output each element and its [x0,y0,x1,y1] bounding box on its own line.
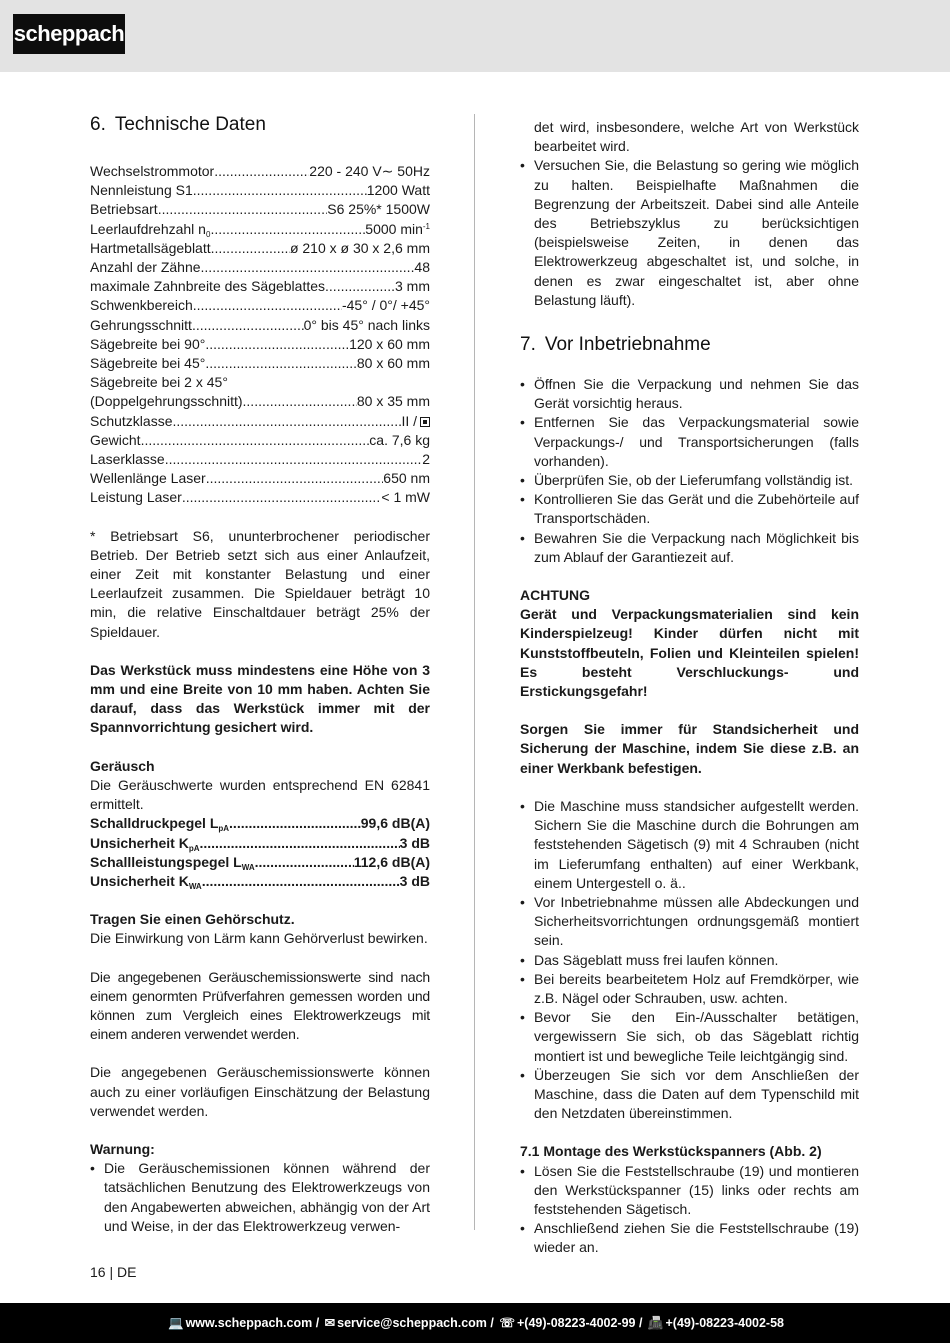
leader-dots [141,431,370,450]
leader-dots [210,220,365,239]
spec-label: Sägebreite bei 45° [90,355,206,372]
spec-label: Leistung Laser [90,489,182,506]
spec-value: 2 [422,451,430,468]
list-item: • Das Sägeblatt muss frei laufen können. [520,951,859,970]
page-number: 16 | DE [90,1264,137,1280]
spec-value: 3 dB [399,834,430,851]
leader-dots [202,872,400,891]
spec-label: Wellenlänge Laser [90,470,206,487]
achtung-heading: ACHTUNG [520,587,590,604]
spec-value: 220 - 240 V∼ 50Hz [309,163,430,179]
spec-label: Leerlaufdrehzahl $n_0$ [90,220,211,239]
noise-heading: Geräusch [90,757,155,774]
spec-row [90,162,430,181]
noise-table [90,814,430,891]
spec-value: 650 nm [383,470,430,487]
spec-row [90,181,430,200]
spec-label: Gewicht [90,431,141,448]
spec-label: Hartmetallsägeblatt [90,239,211,256]
emission-paragraph-1: Die angegebenen Geräuschemissionswerte sind nach einem genormten Prüfverfahren gemessen worden und können zum Vergleich eines Elektrowerkzeugs mit einem anderen verwendet werden. [90,968,430,1043]
spec-row [90,853,430,872]
list-item: • Bevor Sie den Ein-/Ausschalter betätigen, vergewissern Sie sich, ob das Sägeblatt richtig montiert ist und bewegliche Teile leichtgängig sind. [520,1008,859,1066]
section-number: 6. [90,114,106,135]
leader-dots [172,412,401,431]
spec-value: 1200 Watt [366,182,430,199]
page-header [0,0,950,72]
preparation-list [520,797,859,1123]
leader-dots [211,239,290,258]
section-number: 7. [520,334,536,356]
leader-dots [193,296,342,315]
scheppach-logo: scheppach [13,14,125,54]
spec-row [90,335,430,354]
spec-value: 0° bis 45° nach links [303,316,430,333]
page-footer [0,1303,950,1343]
spec-label: Schalldruckpegel $L_{pA}$ [90,815,230,834]
spec-row [90,220,430,239]
footer-fax: +(49)-08223-4002-58 [665,1316,784,1330]
left-column [90,112,430,1236]
footnote-s6: * Betriebsart S6, ununterbrochener periodischer Betrieb. Der Betrieb setzt sich aus einer Anlaufzeit, einer Zeit mit konstanter Belastung und einer Leerlaufzeit zusammen. Die Spieldauer beträgt 10 min, die relative Einschaltdauer beträgt 25% der Spieldauer. [90,527,430,640]
fax-icon: 📠 [647,1316,664,1330]
list-item: • Lösen Sie die Feststellschraube (19) und montieren den Werkstückspanner (15) links oder rechts am feststehenden Sägetisch. [520,1162,859,1220]
list-item: • Bei bereits bearbeitetem Holz auf Fremdkörper, wie z.B. Nägel oder Schrauben, usw. achten. [520,970,859,1008]
hearing-protection-text: Die Einwirkung von Lärm kann Gehörverlust bewirken. [90,930,428,947]
leader-dots [205,335,349,354]
continued-text: det wird, insbesondere, welche Art von Werkstück bearbeitet wird. [534,119,859,155]
spec-label: Betriebsart [90,201,158,218]
spec-value: S6 25%* 1500W [327,201,430,218]
spec-value: 80 x 35 mm [356,393,430,410]
spec-row [90,450,430,469]
warning-bullet: • Die Geräuschemissionen können während der tatsächlichen Benutzung des Elektrowerkzeugs von den Angabewerten abweichen, abhängig von der Art und Weise, in der das Elektrowerkzeug verwen- [90,1159,430,1236]
spec-row [90,200,430,219]
mail-icon: ✉ [324,1316,336,1330]
leader-dots [199,834,399,853]
continued-bullet: • Versuchen Sie, die Belastung so gering wie möglich zu halten. Beispielhafte Maßnahmen die Begrenzung der Arbeitszeit. Dabei sind alle Anteile des Betriebszyklus zu berücksichtigen (beispielsweise Zeiten, in denen das Elektrowerkzeug abgeschaltet ist, und solche, in denen es zwar eingeschaltet ist, aber ohne Belastung läuft). [520,156,859,310]
list-item: • Überprüfen Sie, ob der Lieferumfang vollständig ist. [520,471,859,490]
spec-label: Anzahl der Zähne [90,259,201,276]
spec-row [90,316,430,335]
warning-list [90,1159,430,1236]
column-divider [474,114,475,1230]
list-item: • Entfernen Sie das Verpackungsmaterial sowie Verpackungs-/ und Transportsicherungen (falls vorhanden). [520,413,859,471]
subsection-heading-7-1: 7.1 Montage des Werkstückspanners (Abb. 2) [520,1143,822,1160]
list-item: • Öffnen Sie die Verpackung und nehmen Sie das Gerät vorsichtig heraus. [520,375,859,413]
leader-dots [255,853,354,872]
stability-note: Sorgen Sie immer für Standsicherheit und Sicherung der Maschine, indem Sie diese z.B. an einer Werkbank befestigen. [520,721,859,776]
spec-label: Schutzklasse [90,412,173,429]
list-item: • Überzeugen Sie sich vor dem Anschließen der Maschine, dass die Daten auf dem Typenschild mit den Netzdaten übereinstimmen. [520,1066,859,1124]
spec-label: Unsicherheit $K_{WA}$ [90,872,202,891]
spec-label: Nennleistung S1 [90,182,193,199]
protection-class-icon [420,417,430,427]
leader-dots [206,469,384,488]
list-item: • Anschließend ziehen Sie die Feststellschraube (19) wieder an. [520,1219,859,1257]
spec-row [90,296,430,315]
right-column [520,118,859,1258]
leader-dots [165,450,423,469]
spec-label: Schwenkbereich [90,297,193,314]
spec-value: II / [401,412,430,431]
leader-dots [192,316,304,335]
leader-dots [193,181,367,200]
section-heading-vor-inbetriebnahme [520,332,859,358]
leader-dots [325,277,395,296]
spec-label: (Doppelgehrungsschnitt) [90,393,243,410]
phone-icon: ☏ [499,1316,515,1330]
warning-heading: Warnung: [90,1140,155,1157]
spec-value: -45° / 0°/ +45° [341,297,430,314]
spec-row [90,392,430,411]
spec-value: 5000 $\min^{-1}$ [365,220,430,237]
spec-value: 48 [414,259,430,276]
spec-row [90,258,430,277]
spec-label: Laserklasse [90,451,165,468]
list-item: • Vor Inbetriebnahme müssen alle Abdeckungen und Sicherheitsvorrichtungen ordnungsgemäß montiert sein. [520,893,859,951]
leader-dots [205,354,357,373]
spec-value: 112,6 dB(A) [353,853,430,870]
spec-value: < 1 mW [381,489,430,506]
spec-row [90,872,430,891]
spec-row [90,277,430,296]
spec-value: 3 mm [395,278,430,295]
leader-dots [229,814,361,833]
list-item: • Die Maschine muss standsicher aufgestellt werden. Sichern Sie die Maschine durch die Bohrungen am feststehenden Sägetisch (9) mit 4 Schrauben (nicht im Lieferumfang enthalten) auf einer Werkbank, einem Untergestell o. ä.. [520,797,859,893]
spec-value: ø 210 x ø 30 x 2,6 mm [289,239,430,256]
spec-label-multiline: Sägebreite bei 2 x 45° [90,374,228,391]
spec-row [90,431,430,450]
leader-dots [182,488,382,507]
spec-row [90,834,430,853]
spec-value: ca. 7,6 kg [369,431,430,448]
spec-value: 99,6 dB(A) [360,815,430,832]
list-item: • Bewahren Sie die Verpackung nach Möglichkeit bis zum Ablauf der Garantiezeit auf. [520,529,859,567]
footer-web: www.scheppach.com / [185,1316,320,1330]
continued-list [520,156,859,310]
spec-label: Wechselstrommotor [90,163,215,179]
achtung-text: Gerät und Verpackungsmaterialien sind kein Kinderspielzeug! Kinder dürfen nicht mit Kunststoffbeuteln, Folien und Kleinteilen spielen! Es besteht Verschluckungs- und Erstickungsgefahr! [520,606,859,700]
spec-row [90,469,430,488]
spec-label: Gehrungsschnitt [90,316,192,333]
footer-mail: service@scheppach.com / [337,1316,494,1330]
clamp-assembly-list [520,1162,859,1258]
spec-row [90,354,430,373]
leader-dots [214,162,309,181]
workpiece-note: Das Werkstück muss mindestens eine Höhe von 3 mm und eine Breite von 10 mm haben. Achten Sie darauf, dass das Werkstück immer mit der Spannvorrichtung gesichert wird. [90,661,430,736]
leader-dots [243,392,357,411]
spec-row [90,412,430,431]
spec-table [90,162,430,508]
unpacking-list [520,375,859,567]
leader-dots [158,200,328,219]
section-title: Technische Daten [114,114,266,135]
spec-label: Unsicherheit $K_{pA}$ [90,834,200,853]
hearing-protection-heading: Tragen Sie einen Gehörschutz. [90,911,295,928]
list-item: • Kontrollieren Sie das Gerät und die Zubehörteile auf Transportschäden. [520,490,859,528]
footer-phone: +(49)-08223-4002-99 / [517,1316,643,1330]
noise-text: Die Geräuschwerte wurden entsprechend EN 62841 ermittelt. [90,776,430,813]
section-heading-technische-daten [90,112,430,138]
emission-paragraph-2: Die angegebenen Geräuschemissionswerte können auch zu einer vorläufigen Einschätzung der Belastung verwendet werden. [90,1064,430,1119]
spec-row [90,814,430,833]
spec-label: Schallleistungspegel $L_{WA}$ [90,853,255,872]
leader-dots [201,258,415,277]
spec-value: 3 dB [399,872,430,889]
section-title: Vor Inbetriebnahme [544,334,711,356]
spec-label: maximale Zahnbreite des Sägeblattes [90,278,326,295]
computer-icon: 💻 [168,1316,184,1330]
spec-row [90,239,430,258]
spec-row [90,488,430,507]
spec-label: Sägebreite bei 90° [90,335,206,352]
spec-value: 80 x 60 mm [356,355,430,372]
spec-value: 120 x 60 mm [349,335,430,352]
